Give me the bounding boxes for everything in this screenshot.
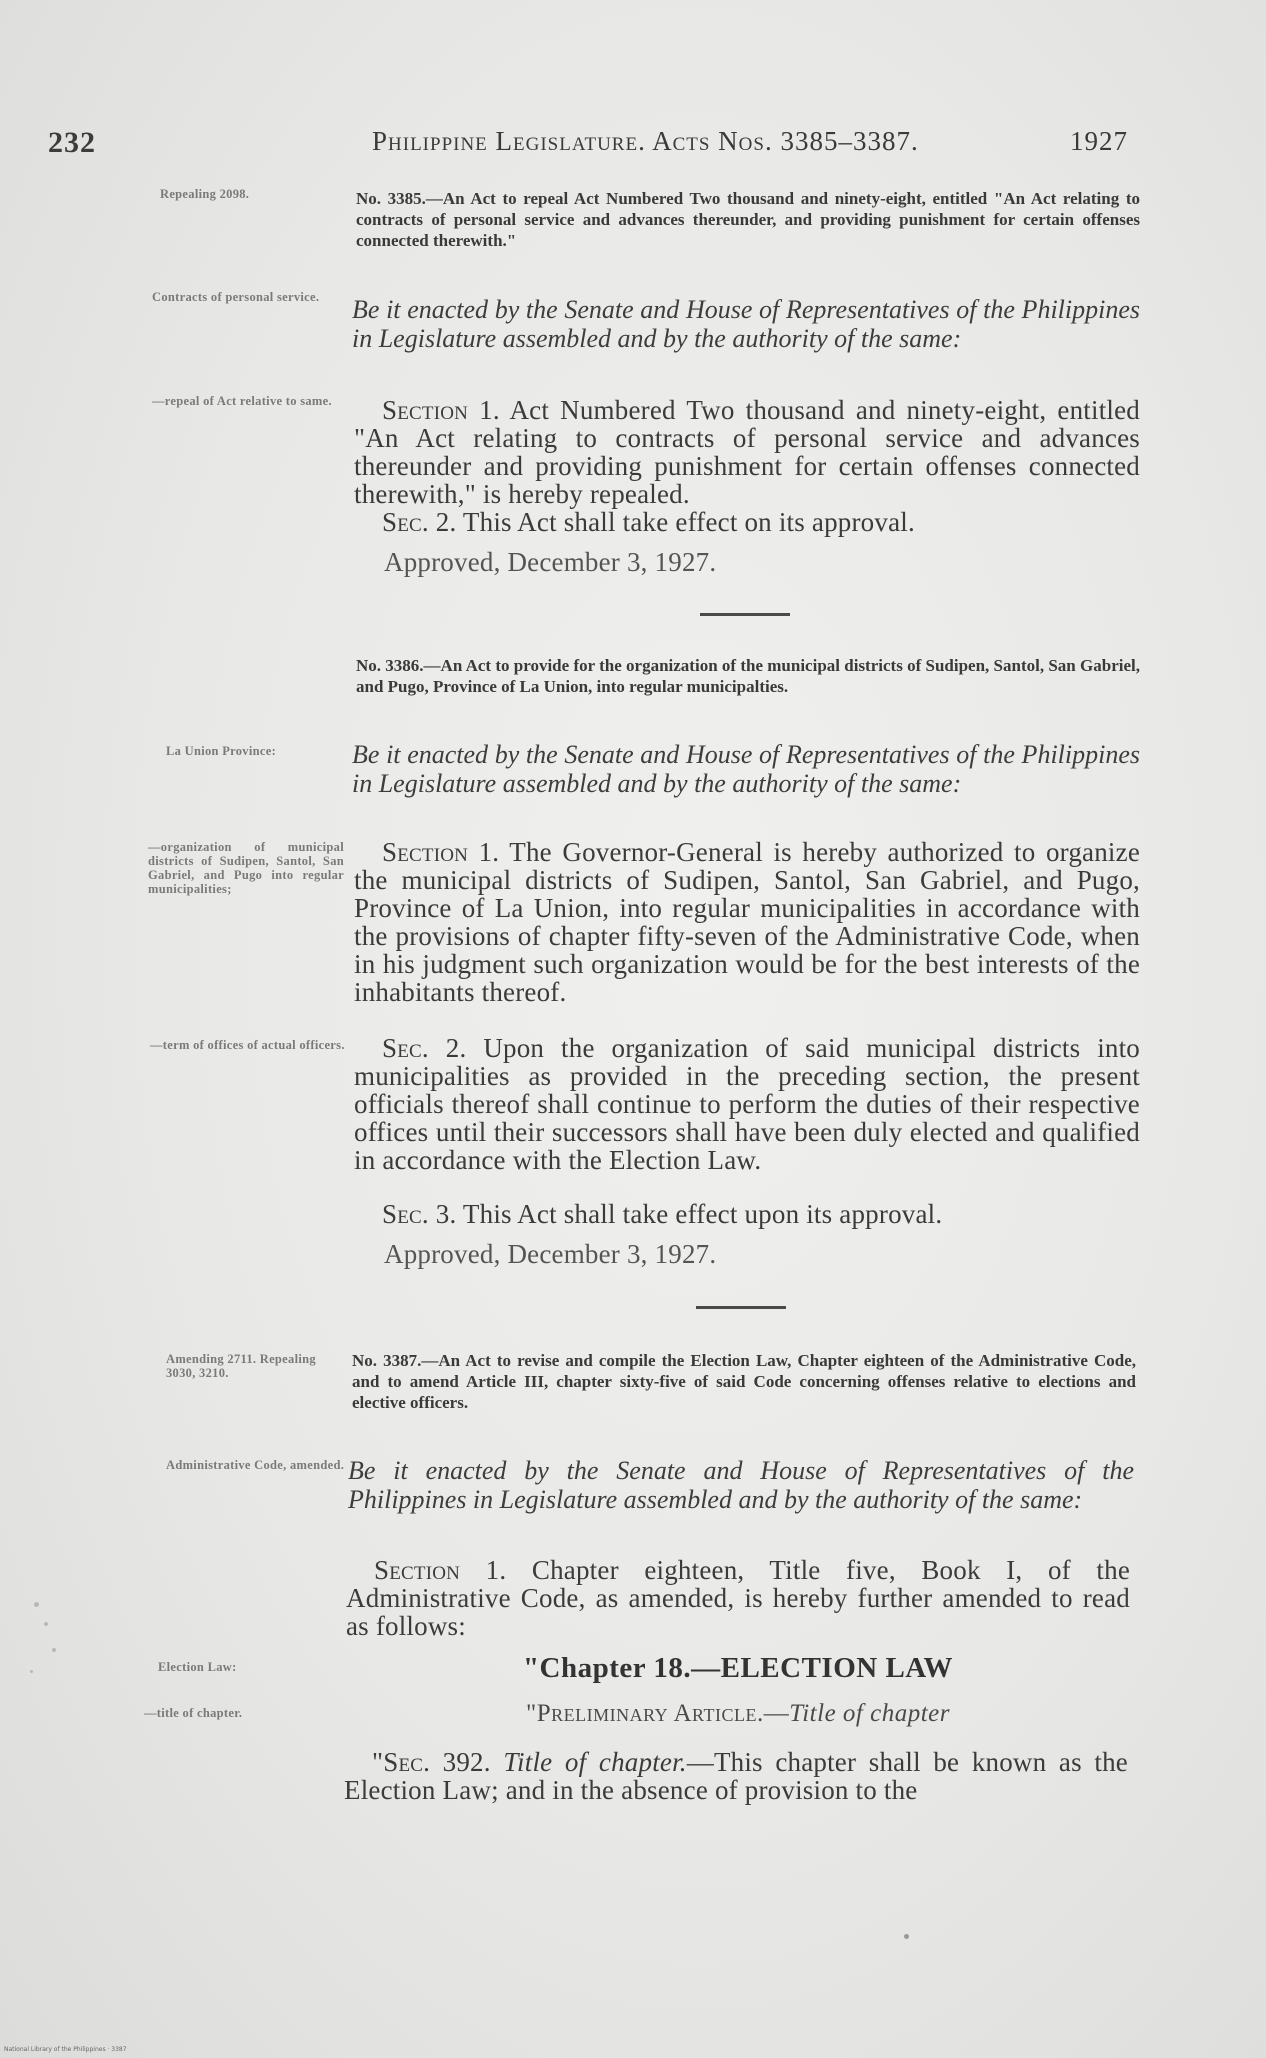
act-3386-section-1 <box>354 838 1140 1006</box>
scan-speck <box>30 1670 33 1673</box>
section-392-title: Title of chapter. <box>503 1747 687 1777</box>
section-392 <box>344 1748 1128 1804</box>
article-heading-label: "Preliminary Article.— <box>526 1700 790 1727</box>
margin-note-administrative-code: Administrative Code, amended. <box>166 1458 345 1472</box>
section-label: "Sec. 392. <box>372 1747 491 1777</box>
margin-note-election-law: Election Law: <box>158 1660 237 1674</box>
divider-rule <box>696 1306 786 1309</box>
page-number: 232 <box>48 126 96 159</box>
act-3386-section-2 <box>354 1034 1140 1174</box>
scan-speck <box>34 1602 39 1607</box>
section-label: Sec. 2. <box>382 1033 467 1063</box>
margin-note-term-of-offices: —term of offices of actual officers. <box>150 1038 345 1052</box>
running-header <box>372 126 1128 157</box>
act-3387-enacting-clause: Be it enacted by the Senate and House of Representatives of the Philippines in Legislature assembled and by the authority of the same: <box>348 1456 1134 1514</box>
scan-speck <box>904 1934 909 1939</box>
section-text: Upon the organization of said municipal districts into municipalities as provided in the preceding section, the present officials thereof shall continue to perform the duties of their respective offices until their successors shall have been duly elected and qualified in accordance with the Election Law. <box>354 1033 1140 1175</box>
footer-credit: National Library of the Philippines · 3387 <box>4 2046 127 2053</box>
act-3386-title-text: No. 3386.—An Act to provide for the organization of the municipal districts of Sudipen, Santol, San Gabriel, and Pugo, Province of La Union, into regular municipalties. <box>356 656 1140 696</box>
scan-speck <box>52 1648 56 1652</box>
margin-note-contracts: Contracts of personal service. <box>152 290 320 304</box>
act-3385-section-2 <box>354 508 1140 536</box>
margin-note-repealing: Repealing 2098. <box>160 187 250 201</box>
act-3387-section-1 <box>346 1556 1130 1640</box>
section-text: Chapter eighteen, Title five, Book I, of the Administrative Code, as amended, is hereby further amended to read as follows: <box>346 1555 1130 1641</box>
running-year: 1927 <box>1070 126 1128 156</box>
section-label: Sec. 2. <box>382 507 457 537</box>
act-3385-title-text: No. 3385.—An Act to repeal Act Numbered Two thousand and ninety-eight, entitled "An Act relating to contracts of personal service and advances thereunder, and providing punishment for certain offenses connected therewith." <box>356 189 1140 250</box>
section-label: Section 1. <box>382 395 500 425</box>
section-text: —This chapter shall be known as the Election Law; and in the absence of provision to the <box>344 1747 1128 1805</box>
act-3386-enacting-clause: Be it enacted by the Senate and House of Representatives of the Philippines in Legislature assembled and by the authority of the same: <box>352 740 1140 798</box>
section-label: Section 1. <box>374 1555 507 1585</box>
chapter-heading: "Chapter 18.—ELECTION LAW <box>522 1652 954 1684</box>
margin-note-repeal-act: —repeal of Act relative to same. <box>152 394 332 408</box>
margin-note-amending: Amending 2711. Repealing 3030, 3210. <box>166 1352 316 1380</box>
margin-note-title-of-chapter: —title of chapter. <box>144 1706 243 1720</box>
act-3387-title <box>352 1350 1136 1413</box>
margin-note-la-union: La Union Province: <box>166 744 277 758</box>
article-heading <box>346 1700 1130 1728</box>
section-text: The Governor-General is hereby authorized to organize the municipal districts of Sudipen, Santol, San Gabriel, and Pugo, Province of La Union, into regular municipalities in accordance with the provisions of chapter fifty-seven of the Administrative Code, when in his judgment such organization would be for the best interests of the inhabitants thereof. <box>354 837 1140 1007</box>
act-3386-approved: Approved, December 3, 1927. <box>384 1239 717 1269</box>
act-3386-title <box>356 655 1140 697</box>
act-3386-section-3 <box>354 1200 1140 1228</box>
act-3385-approved: Approved, December 3, 1927. <box>384 547 717 577</box>
section-text: Act Numbered Two thousand and ninety-eight, entitled "An Act relating to contracts of personal service and advances thereunder and providing punishment for certain offenses connected therewith," is hereby repealed. <box>354 395 1140 509</box>
act-3385-section-1 <box>354 396 1140 508</box>
section-text: This Act shall take effect upon its approval. <box>462 1199 943 1229</box>
running-title: Philippine Legislature. Acts Nos. 3385–3387. <box>372 126 919 156</box>
article-heading-title: Title of chapter <box>789 1700 950 1727</box>
act-3387-title-text: No. 3387.—An Act to revise and compile the Election Law, Chapter eighteen of the Administrative Code, and to amend Article III, chapter sixty-five of said Code concerning offenses relative to elections and elective officers. <box>352 1351 1136 1412</box>
divider-rule <box>700 613 790 616</box>
section-label: Section 1. <box>382 837 500 867</box>
section-label: Sec. 3. <box>382 1199 457 1229</box>
section-text: This Act shall take effect on its approval. <box>462 507 915 537</box>
act-3385-title <box>356 188 1140 251</box>
scan-speck <box>44 1622 48 1626</box>
act-3385-enacting-clause: Be it enacted by the Senate and House of Representatives of the Philippines in Legislature assembled and by the authority of the same: <box>352 295 1140 353</box>
margin-note-organization: —organization of municipal districts of Sudipen, Santol, San Gabriel, and Pugo into regular municipalities; <box>148 840 344 896</box>
